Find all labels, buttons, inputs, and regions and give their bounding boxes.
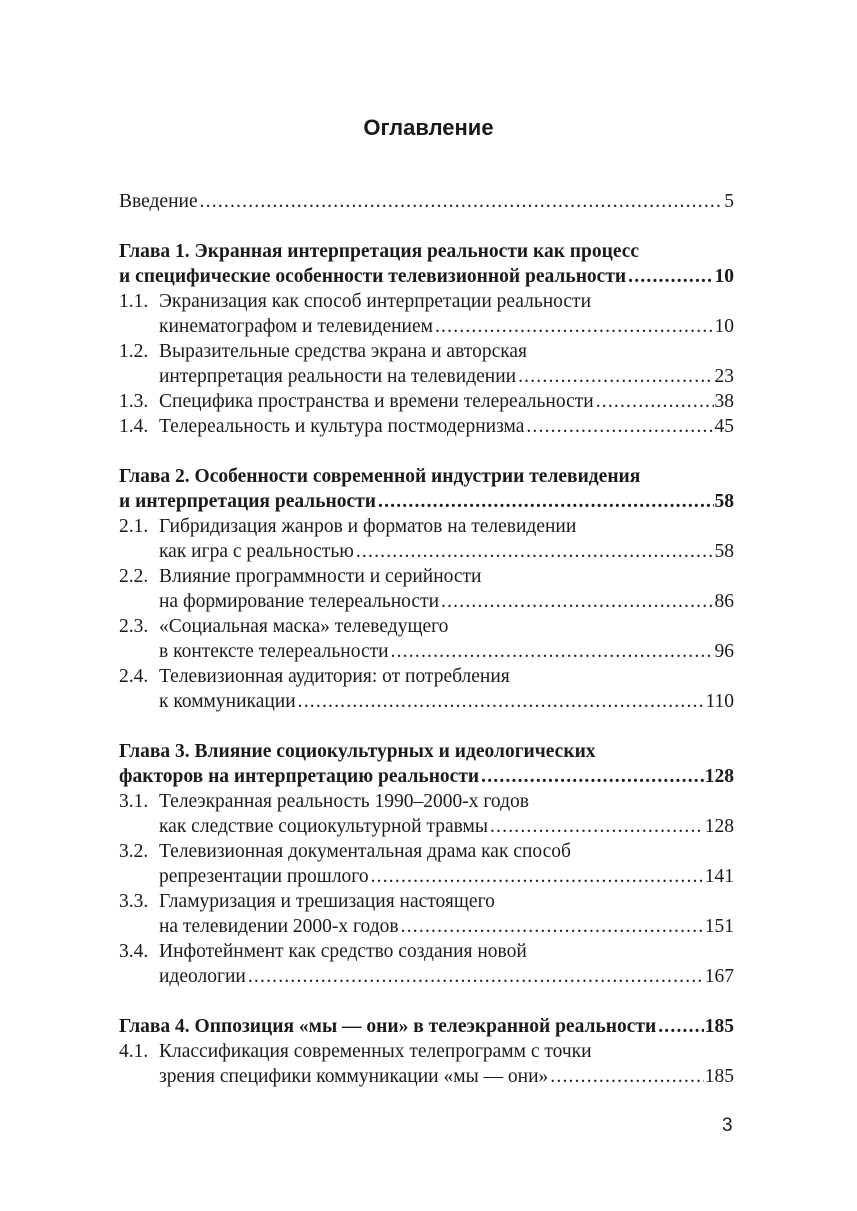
leader-dots	[356, 539, 714, 564]
toc-entry-label: Введение	[119, 191, 198, 212]
chapter-1-heading-cont: и специфические особенности телевизионной реальности ..... 10	[119, 264, 734, 289]
section-3-4-cont: идеологии ..... 167	[119, 964, 734, 989]
section-3-1: 3.1. Телеэкранная реальность 1990–2000-х годов	[119, 791, 529, 812]
section-1-2: 1.2. Выразительные средства экрана и авторская	[119, 341, 528, 362]
page-number: 185	[704, 1066, 734, 1087]
section-4-1-cont: зрения специфики коммуникации «мы — они» ..... 185	[119, 1064, 734, 1089]
page-number: 128	[704, 816, 734, 837]
page-folio: 3	[722, 1115, 733, 1136]
leader-dots	[518, 364, 713, 389]
page-title: Оглавление	[363, 115, 494, 140]
section-3-2: 3.2. Телевизионная документальная драма как способ	[119, 841, 571, 862]
chapter-3-heading-cont: факторов на интерпретацию реальности ..... 128	[119, 764, 734, 789]
section-2-3: 2.3. «Социальная маска» телеведущего	[119, 616, 449, 637]
section-1-1: 1.1. Экранизация как способ интерпретации реальности	[119, 291, 592, 312]
section-3-3: 3.3. Гламуризация и трешизация настоящего	[119, 891, 495, 912]
chapter-3-heading: Глава 3. Влияние социокультурных и идеологических	[119, 741, 596, 762]
section-2-1-cont: как игра с реальностью ..... 58	[119, 539, 734, 564]
page-number: 23	[714, 366, 734, 387]
section-1-3: 1.3. Специфика пространства и времени телереальности ..... 38	[119, 389, 734, 414]
leader-dots	[371, 864, 704, 889]
section-4-1: 4.1. Классификация современных телепрограмм с точки	[119, 1041, 592, 1062]
section-3-3-cont: на телевидении 2000-х годов ..... 151	[119, 914, 734, 939]
leader-dots	[526, 414, 713, 439]
page-number: 167	[704, 966, 734, 987]
leader-dots	[441, 589, 713, 614]
section-3-1-cont: как следствие социокультурной травмы ..... 128	[119, 814, 734, 839]
toc-entry-intro	[119, 189, 734, 214]
section-2-1: 2.1. Гибридизация жанров и форматов на телевидении	[119, 516, 577, 537]
page-number: 185	[704, 1016, 734, 1037]
page-number: 128	[704, 766, 734, 787]
section-1-4: 1.4. Телереальность и культура постмодернизма ..... 45	[119, 414, 734, 439]
section-2-2: 2.2. Влияние программности и серийности	[119, 566, 482, 587]
page-number: 58	[714, 491, 734, 512]
leader-dots	[481, 764, 704, 789]
section-1-1-cont: кинематографом и телевидением ..... 10	[119, 314, 734, 339]
leader-dots	[248, 964, 704, 989]
page-number: 45	[714, 416, 734, 437]
leader-dots	[658, 1014, 704, 1039]
page-number: 38	[714, 391, 734, 412]
page-number: 110	[705, 691, 734, 712]
leader-dots	[628, 264, 713, 289]
chapter-4-heading: Глава 4. Оппозиция «мы — они» в телеэкранной реальности ..... 185	[119, 1014, 734, 1039]
chapter-1-heading: Глава 1. Экранная интерпретация реальности как процесс	[119, 241, 640, 262]
page-number: 141	[704, 866, 734, 887]
section-2-4-cont: к коммуникации ..... 110	[119, 689, 734, 714]
chapter-2-heading: Глава 2. Особенности современной индустрии телевидения	[119, 466, 641, 487]
leader-dots	[401, 914, 704, 939]
page-number: 151	[704, 916, 734, 937]
leader-dots	[391, 639, 714, 664]
leader-dots	[298, 689, 705, 714]
leader-dots	[596, 389, 714, 414]
page-number: 58	[714, 541, 734, 562]
section-2-4: 2.4. Телевизионная аудитория: от потребления	[119, 666, 510, 687]
leader-dots	[550, 1064, 703, 1089]
page-number: 10	[714, 266, 734, 287]
page-number: 10	[714, 316, 734, 337]
leader-dots	[435, 314, 714, 339]
section-3-4: 3.4. Инфотейнмент как средство создания новой	[119, 941, 527, 962]
section-2-2-cont: на формирование телереальности ..... 86	[119, 589, 734, 614]
table-of-contents	[119, 189, 734, 1089]
leader-dots	[490, 814, 704, 839]
section-3-2-cont: репрезентации прошлого ..... 141	[119, 864, 734, 889]
leader-dots	[378, 489, 714, 514]
page-number: 5	[724, 191, 734, 212]
section-1-2-cont: интерпретация реальности на телевидении ..... 23	[119, 364, 734, 389]
page-number: 86	[714, 591, 734, 612]
chapter-2-heading-cont: и интерпретация реальности ..... 58	[119, 489, 734, 514]
leader-dots	[200, 189, 724, 214]
page-number: 96	[714, 641, 734, 662]
section-2-3-cont: в контексте телереальности ..... 96	[119, 639, 734, 664]
